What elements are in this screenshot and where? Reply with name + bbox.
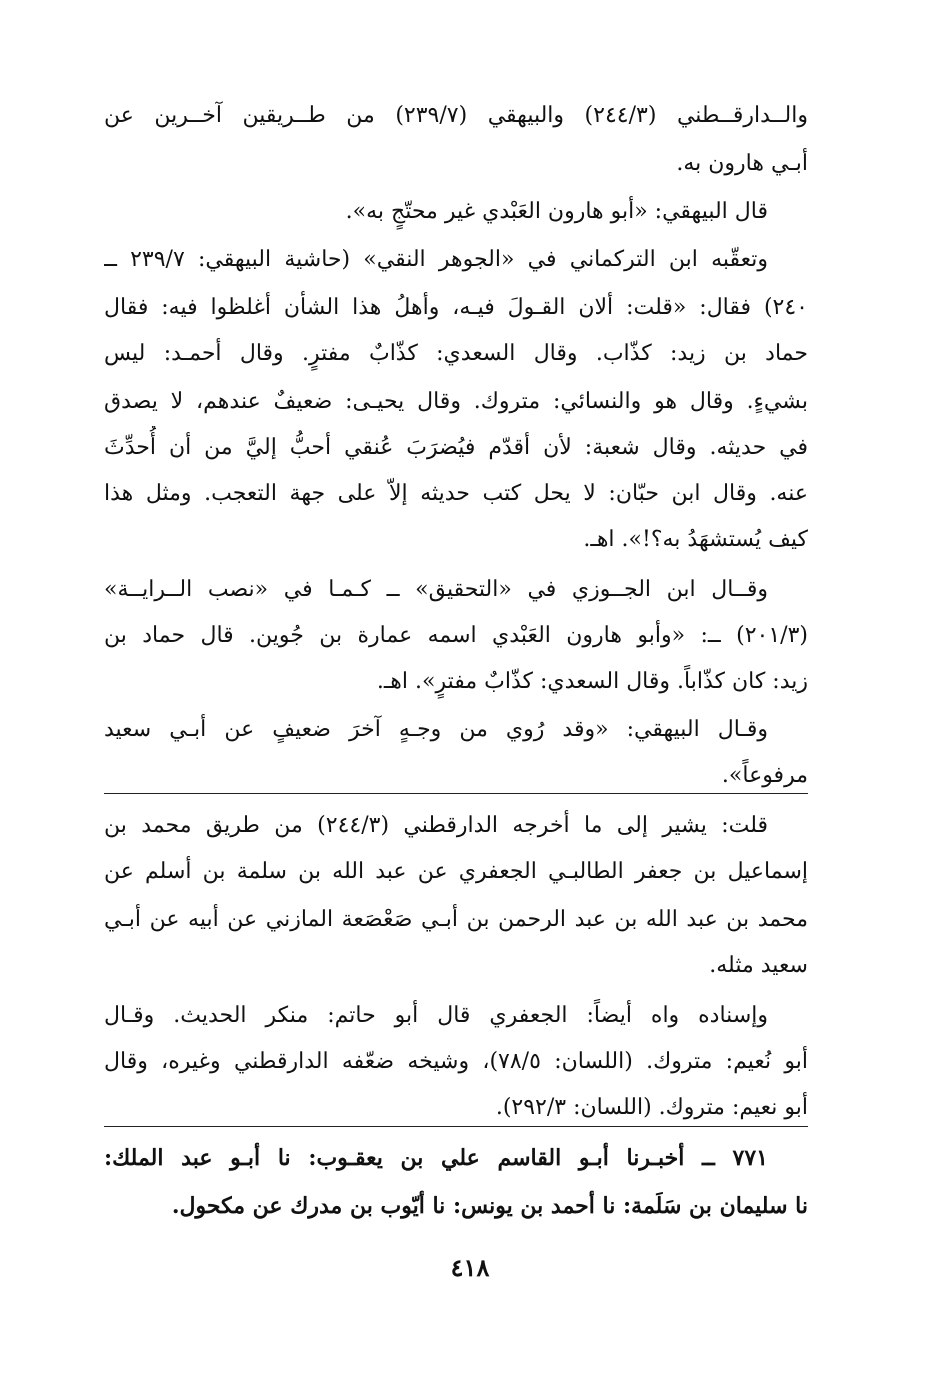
text-line: بشيءٍ. وقال هو والنسائي: متروك. وقال يحيـى: ضعيفٌ عندهم، لا يصدق: [104, 389, 808, 414]
text-line: والــدارقــطني (٢٤٤/٣) والبيهقي (٢٣٩/٧) من طــريقين آخــرين عن: [104, 103, 808, 128]
text-line: في حديثه. وقال شعبة: لأن أقدّم فيُضرَبَ عُنقي أحبُّ إليَّ من أن أُحدِّثَ: [104, 435, 808, 460]
text-line: وإسناده واه أيضاً: الجعفري قال أبو حاتم: منكر الحديث. وقـال: [104, 1003, 768, 1028]
text-line: عنه. وقال ابن حبّان: لا يحل كتب حديثه إلاّ على جهة التعجب. ومثل هذا: [104, 481, 808, 506]
text-line: حماد بن زيد: كذّاب. وقال السعدي: كذّابٌ مفترٍ. وقال أحمـد: ليس: [104, 341, 808, 366]
text-line: أبو نُعيم: متروك. (اللسان: ٧٨/٥)، وشيخه ضعّفه الدارقطني وغيره، وقال: [104, 1049, 808, 1074]
text-line: مرفوعاً».: [721, 763, 808, 788]
text-line: ٢٤٠) فقال: «قلت: ألان القـولَ فيـه، وأهلُ هذا الشأن أغلظوا فيه: فقال: [104, 295, 808, 320]
text-line: قلت: يشير إلى ما أخرجه الدارقطني (٢٤٤/٣) من طريق محمد بن: [104, 813, 769, 838]
text-line: وقــال ابن الجــوزي في «التحقيق» ــ كـمـا في «نصب الــرايــة»: [104, 577, 768, 602]
text-line: إسماعيل بن جعفر الطالبـي الجعفري عن عبد الله بن سلمة بن أسلم عن: [104, 859, 808, 884]
page-number: ٤١٨: [450, 1253, 490, 1282]
separator-rule: [104, 793, 808, 794]
text-line: كيف يُستشهَدُ به؟!». اهـ.: [583, 527, 808, 552]
text-line: محمد بن عبد الله بن عبد الرحمن بن أبـي صَعْصَعة المازني عن أبيه عن أبـي: [104, 907, 808, 932]
text-line: وقـال البيهقي: «وقد رُوي من وجـهٍ آخرَ ضعيفٍ عن أبـي سعيد: [104, 717, 768, 742]
text-line: سعيد مثله.: [709, 953, 808, 978]
text-line: (٢٠١/٣) ــ: «وأبو هارون العَبْدي اسمه عمارة بن جُوين. قال حماد بن: [104, 623, 808, 648]
hadith-isnad-line: نا سليمان بن سَلَمة: نا أحمد بن يونس: نا أيّوب بن مدرك عن مكحول.: [171, 1193, 808, 1219]
text-line: أبـي هارون به.: [676, 151, 808, 176]
text-line: أبو نعيم: متروك. (اللسان: ٢٩٢/٣).: [495, 1095, 808, 1120]
text-line: زيد: كان كذّاباً. وقال السعدي: كذّابٌ مفترٍ». اهـ.: [376, 669, 808, 694]
text-line: قال البيهقي: «أبو هارون العَبْدي غير محتّجٍ به».: [345, 199, 768, 224]
text-line: وتعقّبه ابن التركماني في «الجوهر النقي» (حاشية البيهقي: ٢٣٩/٧ ــ: [104, 247, 768, 272]
hadith-heading-line: ٧٧١ ــ أخبـرنا أبـو القاسم علي بن يعقـوب: نا أبـو عبد الملك:: [104, 1145, 768, 1171]
separator-rule: [104, 1126, 808, 1127]
